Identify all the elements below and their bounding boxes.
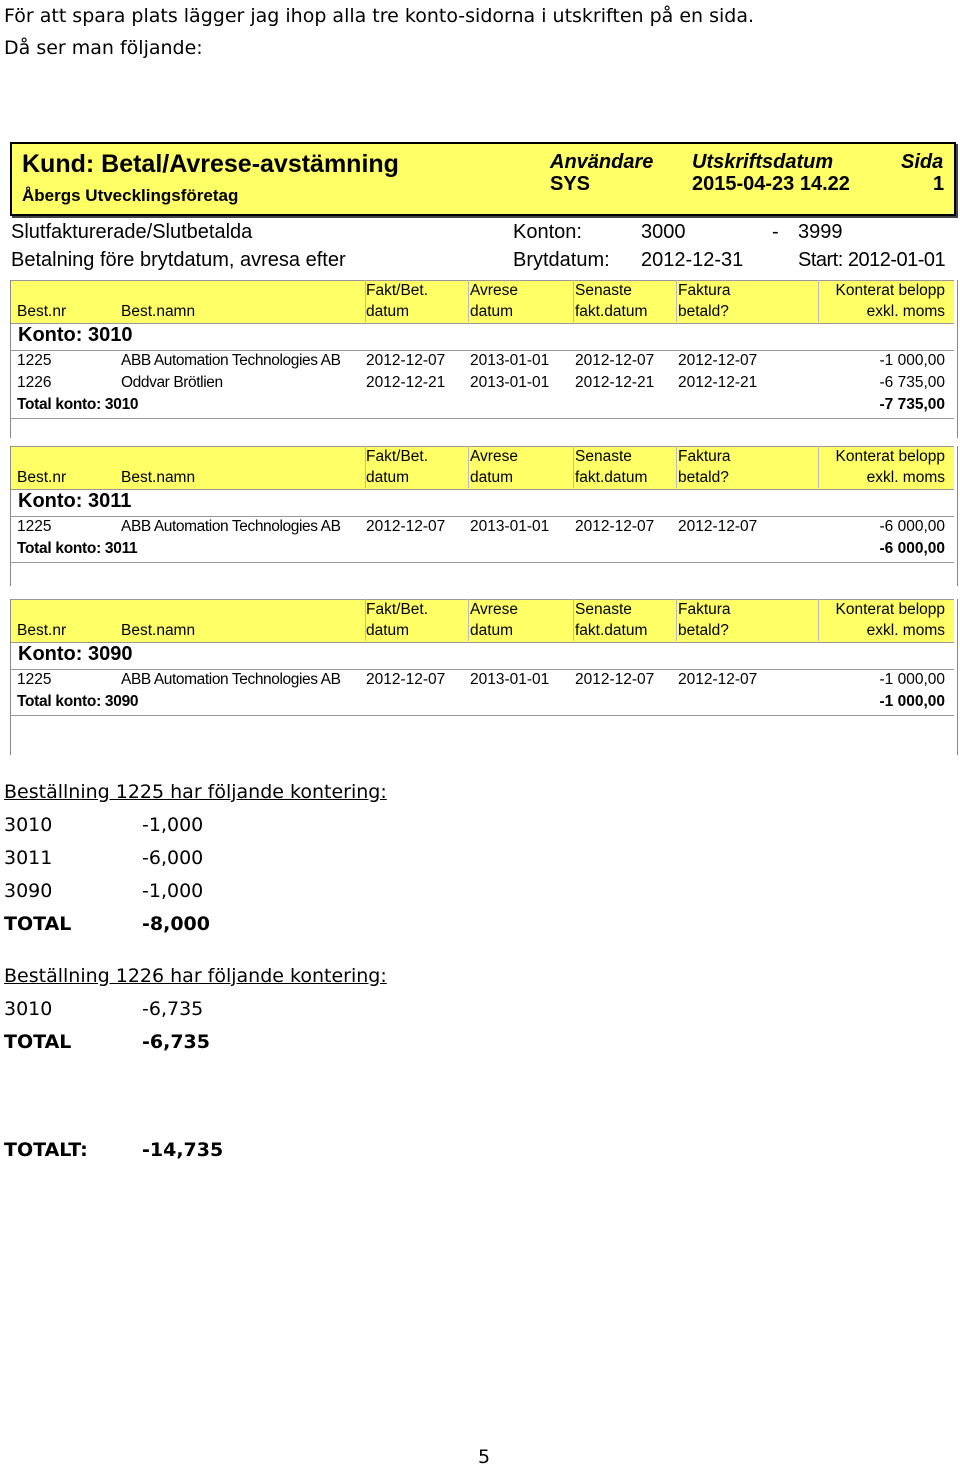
column-label: Senaste xyxy=(575,601,632,618)
row-belopp: -6 000,00 xyxy=(879,518,945,535)
row-avrese: 2013-01-01 xyxy=(470,518,550,535)
column-label: Konterat belopp xyxy=(835,282,945,299)
row-fakt: 2012-12-07 xyxy=(366,352,446,369)
summary-total-row: TOTAL -6,735 xyxy=(4,1031,210,1053)
row-faktura: 2012-12-07 xyxy=(678,352,758,369)
row-nr: 1226 xyxy=(17,374,52,391)
account-block xyxy=(10,280,956,438)
column-label: Best.nr xyxy=(17,469,67,486)
column-label: Fakt/Bet. xyxy=(366,601,429,618)
divider xyxy=(468,446,469,488)
row-faktura: 2012-12-21 xyxy=(678,374,758,391)
divider xyxy=(10,350,954,351)
row-faktura: 2012-12-07 xyxy=(678,518,758,535)
divider xyxy=(957,446,958,586)
column-label: Konterat belopp xyxy=(835,601,945,618)
intro-line-1: För att spara plats lägger jag ihop alla tre konto-sidorna i utskriften på en sida. xyxy=(4,5,755,27)
column-label: fakt.datum xyxy=(575,622,648,639)
row-name: ABB Automation Technologies AB xyxy=(121,671,341,688)
account-total-label: Total konto: 3010 xyxy=(17,396,139,413)
column-label: Senaste xyxy=(575,448,632,465)
column-label: exkl. moms xyxy=(866,469,945,486)
row-belopp: -1 000,00 xyxy=(879,671,945,688)
row-avrese: 2013-01-01 xyxy=(470,671,550,688)
column-label: Faktura xyxy=(678,601,731,618)
divider xyxy=(573,446,574,488)
divider xyxy=(573,280,574,322)
column-label: exkl. moms xyxy=(866,303,945,320)
divider xyxy=(10,599,11,755)
column-label: fakt.datum xyxy=(575,303,648,320)
divider xyxy=(10,669,954,670)
row-faktura: 2012-12-07 xyxy=(678,671,758,688)
column-label: betald? xyxy=(678,303,729,320)
account-total-value: -1 000,00 xyxy=(879,693,945,710)
column-label: Faktura xyxy=(678,448,731,465)
column-label: Best.nr xyxy=(17,622,67,639)
intro-line-2: Då ser man följande: xyxy=(4,37,203,59)
column-label: Best.namn xyxy=(121,469,196,486)
divider xyxy=(10,280,11,438)
konton-label: Konton: xyxy=(513,221,582,243)
column-label: datum xyxy=(470,303,514,320)
divider xyxy=(10,562,954,563)
konton-dash: - xyxy=(772,221,779,243)
column-label: betald? xyxy=(678,469,729,486)
row-avrese: 2013-01-01 xyxy=(470,374,550,391)
column-label: Best.namn xyxy=(121,622,196,639)
column-label: Konterat belopp xyxy=(835,448,945,465)
intro-text xyxy=(4,0,754,64)
column-label: datum xyxy=(366,622,410,639)
divider xyxy=(468,599,469,641)
report-image xyxy=(10,142,956,752)
row-nr: 1225 xyxy=(17,352,52,369)
subtitle-1: Slutfakturerade/Slutbetalda xyxy=(11,221,253,243)
row-belopp: -6 735,00 xyxy=(879,374,945,391)
account-title: Konto: 3011 xyxy=(18,490,132,512)
divider xyxy=(10,715,954,716)
account-total-label: Total konto: 3011 xyxy=(17,540,138,557)
row-senaste: 2012-12-07 xyxy=(575,671,655,688)
column-label: betald? xyxy=(678,622,729,639)
divider xyxy=(573,599,574,641)
summary-total-row: TOTAL -8,000 xyxy=(4,913,210,935)
brytdatum-value: 2012-12-31 xyxy=(641,249,744,271)
summary-row: 3090 -1,000 xyxy=(4,880,204,902)
row-nr: 1225 xyxy=(17,671,52,688)
user-label: Användare xyxy=(550,151,654,173)
row-name: Oddvar Brötlien xyxy=(121,374,223,391)
column-label: Faktura xyxy=(678,282,731,299)
account-block xyxy=(10,446,956,586)
column-label: exkl. moms xyxy=(866,622,945,639)
summary-order-1225 xyxy=(4,776,387,941)
account-total-value: -6 000,00 xyxy=(879,540,945,557)
column-label: Avrese xyxy=(470,448,518,465)
grand-total-value: -14,735 xyxy=(142,1139,224,1161)
column-label: datum xyxy=(470,622,514,639)
page-value: 1 xyxy=(933,173,945,195)
divider xyxy=(818,599,819,641)
row-name: ABB Automation Technologies AB xyxy=(121,518,341,535)
summary-row: 3010 -6,735 xyxy=(4,998,204,1020)
page-label: Sida xyxy=(901,151,944,173)
column-label: datum xyxy=(366,469,410,486)
row-fakt: 2012-12-07 xyxy=(366,671,446,688)
konton-from: 3000 xyxy=(641,221,686,243)
row-fakt: 2012-12-21 xyxy=(366,374,446,391)
column-label: datum xyxy=(470,469,514,486)
subtitle-2: Betalning före brytdatum, avresa efter xyxy=(11,249,346,271)
column-label: Fakt/Bet. xyxy=(366,448,429,465)
report-header xyxy=(10,142,956,216)
account-title: Konto: 3090 xyxy=(18,643,133,665)
row-senaste: 2012-12-07 xyxy=(575,352,655,369)
order-1226-heading: Beställning 1226 har följande kontering: xyxy=(4,965,387,987)
row-name: ABB Automation Technologies AB xyxy=(121,352,341,369)
user-value: SYS xyxy=(550,173,591,195)
column-label: Best.nr xyxy=(17,303,67,320)
summary-row: 3010 -1,000 xyxy=(4,814,204,836)
report-title: Kund: Betal/Avrese-avstämning xyxy=(22,150,399,178)
summary-order-1226 xyxy=(4,960,387,1059)
row-avrese: 2013-01-01 xyxy=(470,352,550,369)
divider xyxy=(10,516,954,517)
row-nr: 1225 xyxy=(17,518,52,535)
column-label: datum xyxy=(366,303,410,320)
report-company: Åbergs Utvecklingsföretag xyxy=(22,186,239,205)
page-number: 5 xyxy=(478,1446,491,1468)
divider xyxy=(957,280,958,438)
divider xyxy=(676,280,677,322)
column-label: Senaste xyxy=(575,282,632,299)
start-date: Start: 2012-01-01 xyxy=(798,249,946,271)
account-total-value: -7 735,00 xyxy=(879,396,945,413)
divider xyxy=(468,280,469,322)
divider xyxy=(676,446,677,488)
row-senaste: 2012-12-21 xyxy=(575,374,655,391)
row-senaste: 2012-12-07 xyxy=(575,518,655,535)
column-label: Best.namn xyxy=(121,303,196,320)
konton-to: 3999 xyxy=(798,221,843,243)
brytdatum-label: Brytdatum: xyxy=(513,249,610,271)
column-label: Avrese xyxy=(470,282,518,299)
account-title: Konto: 3010 xyxy=(18,324,133,346)
order-1225-heading: Beställning 1225 har följande kontering: xyxy=(4,781,387,803)
account-total-label: Total konto: 3090 xyxy=(17,693,139,710)
row-fakt: 2012-12-07 xyxy=(366,518,446,535)
divider xyxy=(10,418,954,419)
account-block xyxy=(10,599,956,755)
divider xyxy=(957,599,958,755)
column-label: Fakt/Bet. xyxy=(366,282,429,299)
column-label: Avrese xyxy=(470,601,518,618)
divider xyxy=(818,446,819,488)
summary-row: 3011 -6,000 xyxy=(4,847,204,869)
printdate-label: Utskriftsdatum xyxy=(692,151,834,173)
column-label: fakt.datum xyxy=(575,469,648,486)
printdate-value: 2015-04-23 14.22 xyxy=(692,173,850,195)
divider xyxy=(818,280,819,322)
divider xyxy=(676,599,677,641)
row-belopp: -1 000,00 xyxy=(879,352,945,369)
grand-total-label: TOTALT: xyxy=(4,1139,88,1161)
